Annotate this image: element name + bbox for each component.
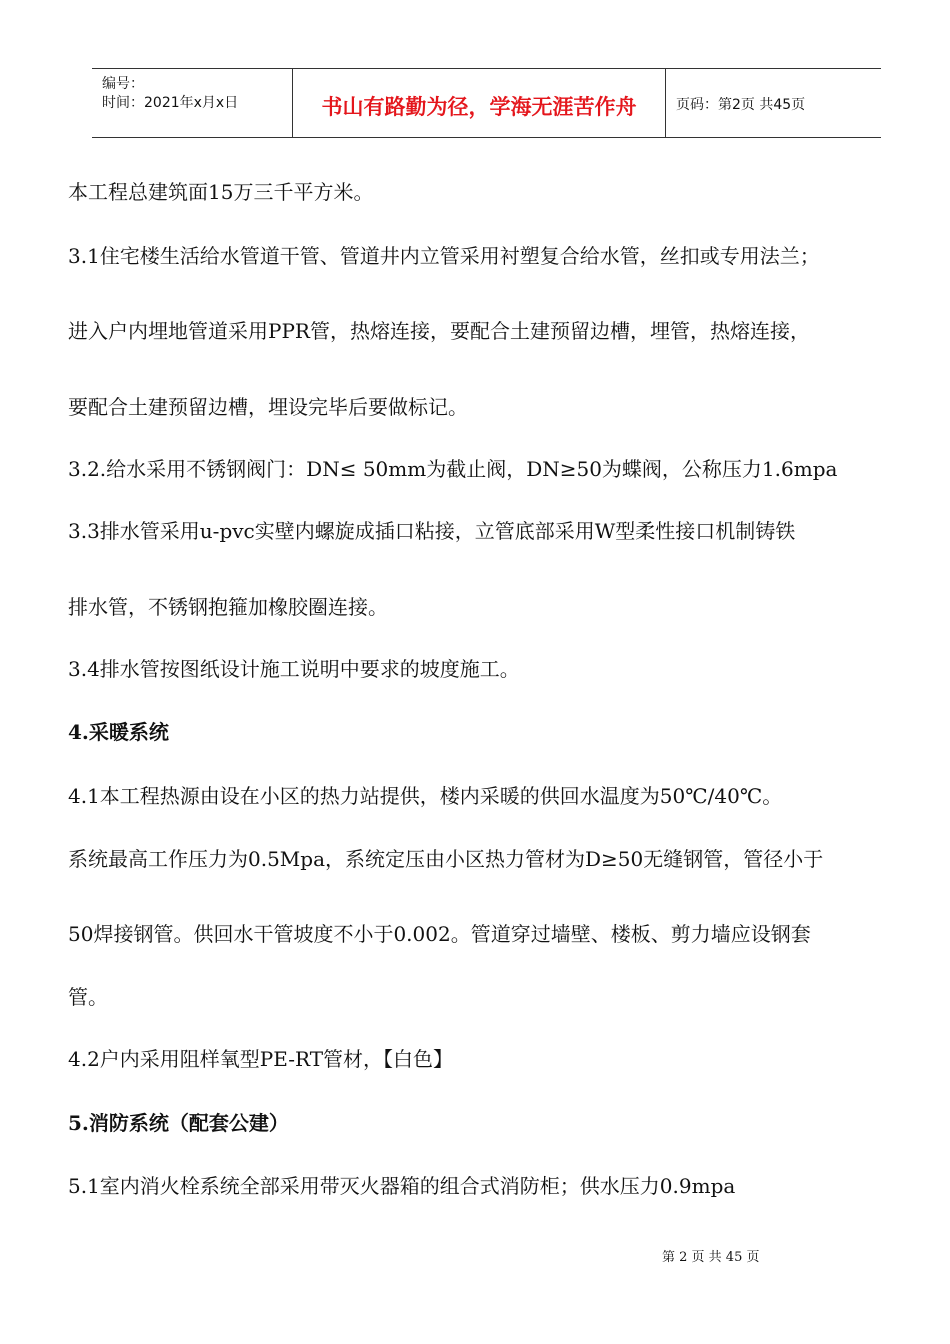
body-line-13: 管。 xyxy=(68,985,108,1009)
body-line-7: 排水管，不锈钢抱箍加橡胶圈连接。 xyxy=(68,595,388,619)
body-line-5: 3.2.给水采用不锈钢阀门：DN≤ 50mm为截止阀，DN≥50为蝶阀，公称压力1.6mpa xyxy=(68,457,838,481)
body-line-2: 3.1住宅楼生活给水管道干管、管道井内立管采用衬塑复合给水管，丝扣或专用法兰； xyxy=(68,244,820,268)
body-line-8: 3.4排水管按图纸设计施工说明中要求的坡度施工。 xyxy=(68,657,520,681)
header-page-number: 页码：第2页 共45页 xyxy=(676,97,806,113)
document-time-label: 时间：2021年x月x日 xyxy=(102,95,239,111)
header-meta-cell xyxy=(92,69,293,137)
body-line-10: 4.1本工程热源由设在小区的热力站提供，楼内采暖的供回水温度为50℃/40℃。 xyxy=(68,784,783,808)
section-heading-heating: 4.采暖系统 xyxy=(68,720,169,744)
body-line-1: 本工程总建筑面15万三千平方米。 xyxy=(68,180,374,204)
page-header xyxy=(92,68,881,138)
page-footer: 第 2 页 共 45 页 xyxy=(662,1250,760,1265)
header-page-cell xyxy=(666,69,881,137)
header-motto: 书山有路勤为径，学海无涯苦作舟 xyxy=(321,95,637,119)
body-line-16: 5.1室内消火栓系统全部采用带灭火器箱的组合式消防柜；供水压力0.9mpa xyxy=(68,1174,736,1198)
body-line-6: 3.3排水管采用u-pvc实壁内螺旋成插口粘接，立管底部采用W型柔性接口机制铸铁 xyxy=(68,519,796,543)
body-line-11: 系统最高工作压力为0.5Mpa，系统定压由小区热力管材为D≥50无缝钢管，管径小于 xyxy=(68,847,824,871)
body-line-3: 进入户内埋地管道采用PPR管，热熔连接，要配合土建预留边槽，埋管，热熔连接， xyxy=(68,319,810,343)
document-number-label: 编号： xyxy=(102,76,144,92)
body-line-4: 要配合土建预留边槽，埋设完毕后要做标记。 xyxy=(68,395,468,419)
body-line-14: 4.2户内采用阻样氧型PE-RT管材，【白色】 xyxy=(68,1047,454,1071)
header-motto-cell xyxy=(293,69,666,137)
body-line-12: 50焊接钢管。供回水干管坡度不小于0.002。管道穿过墙壁、楼板、剪力墙应设钢套 xyxy=(68,922,811,946)
section-heading-fire: 5.消防系统（配套公建） xyxy=(68,1111,289,1135)
